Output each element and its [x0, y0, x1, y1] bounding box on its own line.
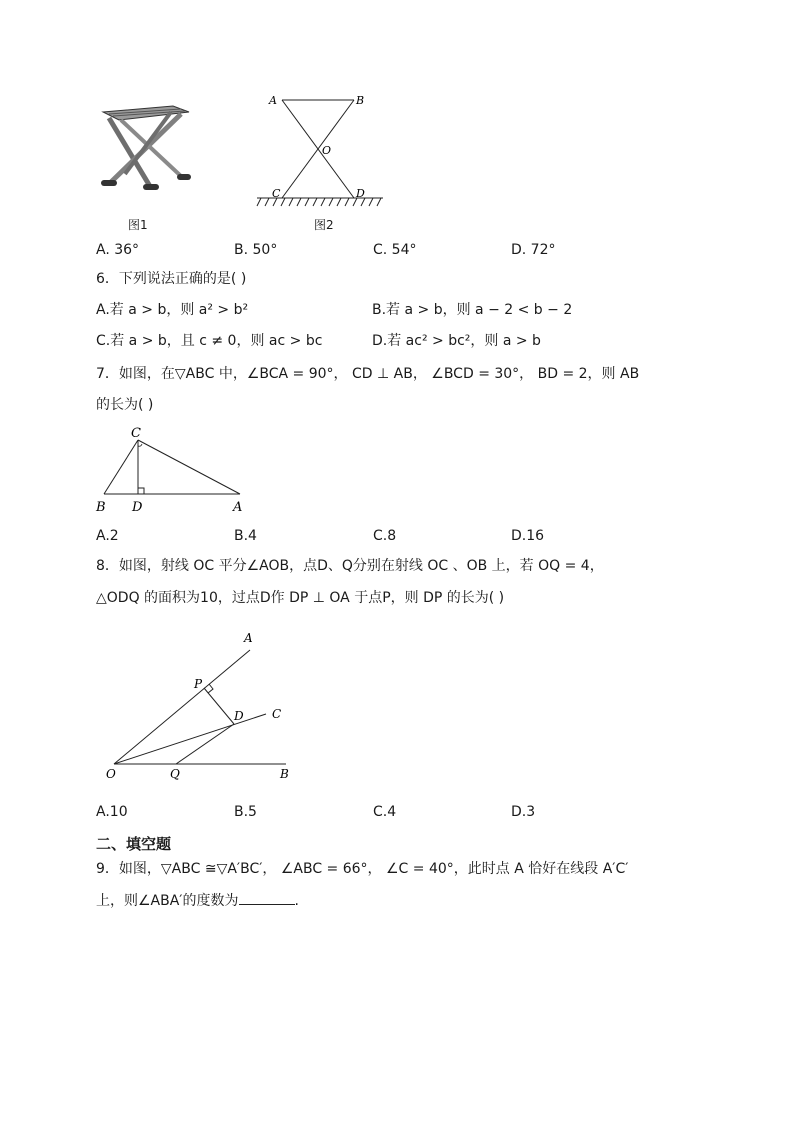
q9-stem-line2-text: 上，则∠ABA′的度数为 [96, 893, 239, 909]
q7-stem-line1: 7．如图，在▽ABC 中，∠BCA = 90°， CD ⊥ AB， ∠BCD = 30°， BD = 2，则 AB [96, 366, 640, 382]
q8-label-b: B [280, 767, 289, 781]
figure-1-stool [95, 100, 200, 195]
q7-figure [94, 422, 254, 518]
q5-option-d: D. 72° [511, 242, 556, 258]
fig2-label-o: O [322, 144, 332, 157]
q8-label-q: Q [170, 767, 180, 781]
q6-option-a: A.若 a > b，则 a² > b² [96, 302, 249, 318]
q9-stem-line2 [96, 890, 299, 911]
q5-option-c: C. 54° [373, 242, 417, 258]
figure-2-svg [255, 90, 390, 212]
q8-label-c: C [272, 707, 282, 721]
q7-label-c: C [131, 426, 141, 441]
q8-option-a: A.10 [96, 804, 128, 820]
q8-label-o: O [106, 767, 116, 781]
q5-option-a: A. 36° [96, 242, 140, 258]
figure-1-caption: 图1 [128, 218, 148, 232]
q6-option-b: B.若 a > b，则 a − 2 < b − 2 [372, 302, 573, 318]
fig2-label-a: A [269, 94, 277, 107]
q8-label-d: D [234, 709, 244, 723]
q7-option-c: C.8 [373, 528, 397, 544]
fig2-label-d: D [356, 187, 365, 200]
figure-2-caption: 图2 [314, 218, 334, 232]
section-heading-fill-in: 二、填空题 [96, 835, 172, 853]
q8-figure [100, 628, 300, 788]
q7-label-b: B [96, 500, 106, 515]
q8-option-d: D.3 [511, 804, 536, 820]
q7-option-d: D.16 [511, 528, 545, 544]
q9-answer-blank[interactable] [239, 890, 295, 905]
q6-option-c: C.若 a > b，且 c ≠ 0，则 ac > bc [96, 333, 323, 349]
fig2-label-b: B [356, 94, 365, 107]
q9-stem-line1: 9．如图，▽ABC ≅▽A′BC′， ∠ABC = 66°， ∠C = 40°，此时点 A 恰好在线段 A′C′ [96, 861, 629, 877]
q6-stem: 6．下列说法正确的是( ) [96, 271, 247, 287]
q8-option-b: B.5 [234, 804, 257, 820]
q8-stem-line2: △ODQ 的面积为10，过点D作 DP ⊥ OA 于点P，则 DP 的长为( ) [96, 590, 505, 606]
q8-option-c: C.4 [373, 804, 397, 820]
q7-option-a: A.2 [96, 528, 119, 544]
q7-option-b: B.4 [234, 528, 257, 544]
q7-triangle-svg [94, 422, 254, 518]
q8-label-p: P [194, 677, 203, 691]
q8-angle-svg [100, 628, 300, 788]
q7-stem-line2: 的长为( ) [96, 397, 154, 413]
q8-label-a: A [244, 631, 253, 645]
stool-illustration [95, 100, 200, 195]
q6-option-d: D.若 ac² > bc²，则 a > b [372, 333, 541, 349]
fig2-label-c: C [272, 187, 281, 200]
q5-option-b: B. 50° [234, 242, 278, 258]
figure-2-diagram [255, 90, 390, 212]
q7-label-a: A [233, 500, 243, 515]
q7-label-d: D [132, 500, 143, 515]
q9-stem-line2-end: . [294, 893, 299, 909]
q8-stem-line1: 8．如图，射线 OC 平分∠AOB，点D、Q分别在射线 OC 、OB 上，若 OQ = 4， [96, 558, 604, 574]
